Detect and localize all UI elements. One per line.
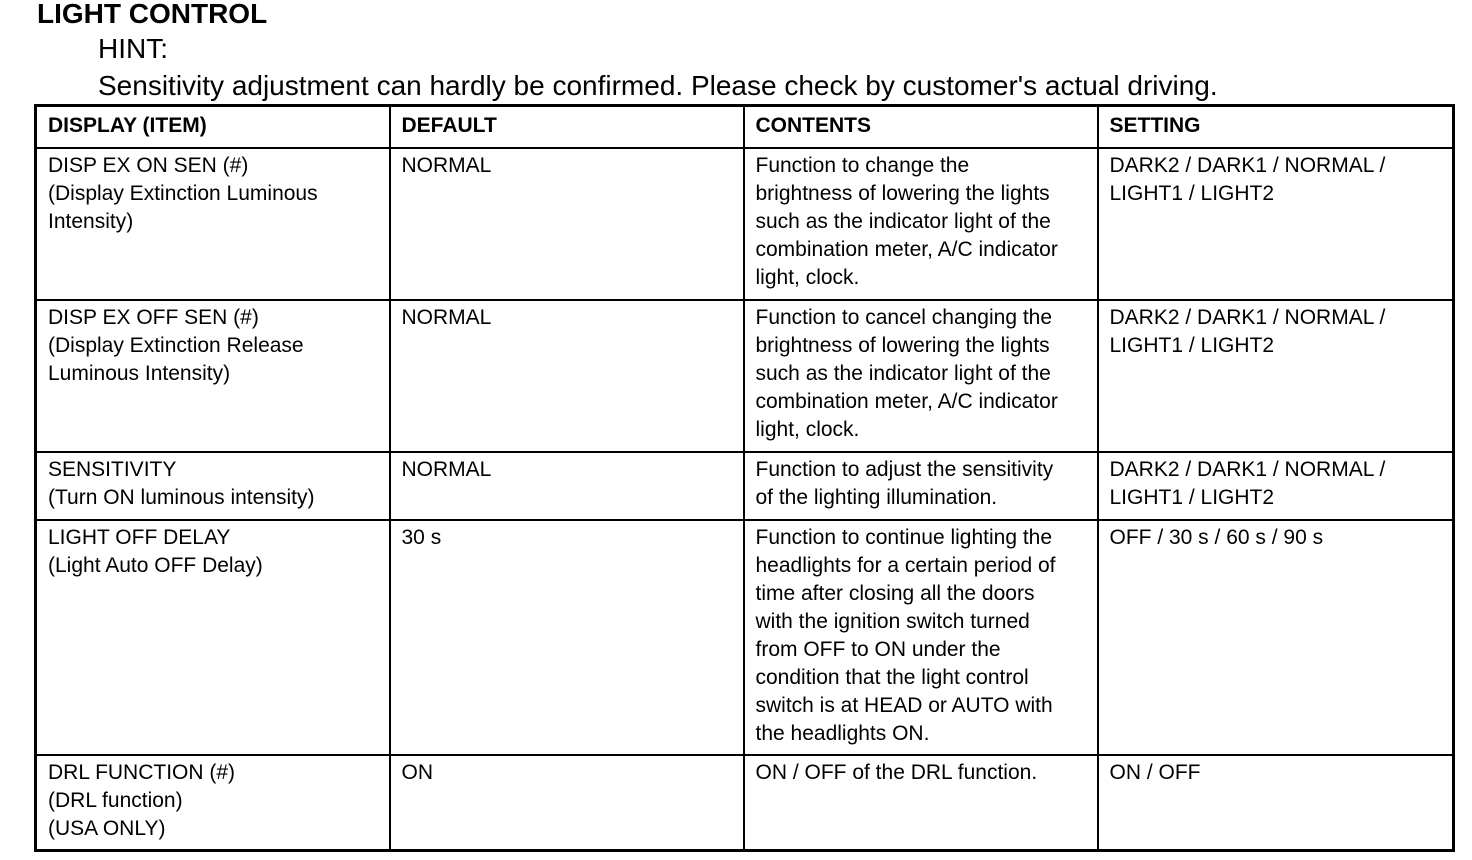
table-row (36, 300, 1454, 452)
setting-cell: DARK2 / DARK1 / NORMAL / LIGHT1 / LIGHT2 (1098, 300, 1454, 452)
display-item-cell: DISP EX OFF SEN (#) (Display Extinction Release Luminous Intensity) (36, 300, 390, 452)
contents-cell: Function to adjust the sensitivity of the lighting illumination. (744, 452, 1098, 520)
display-item-cell: DRL FUNCTION (#) (DRL function) (USA ONLY) (36, 755, 390, 851)
default-cell: ON (390, 755, 744, 851)
section-title: LIGHT CONTROL (37, 0, 268, 29)
default-cell: NORMAL (390, 300, 744, 452)
setting-cell: OFF / 30 s / 60 s / 90 s (1098, 520, 1454, 755)
light-control-table (34, 104, 1455, 852)
setting-cell: DARK2 / DARK1 / NORMAL / LIGHT1 / LIGHT2 (1098, 148, 1454, 300)
display-item-cell: LIGHT OFF DELAY (Light Auto OFF Delay) (36, 520, 390, 755)
display-item-cell: DISP EX ON SEN (#) (Display Extinction Luminous Intensity) (36, 148, 390, 300)
table-row (36, 148, 1454, 300)
contents-cell: ON / OFF of the DRL function. (744, 755, 1098, 851)
column-header-setting: SETTING (1098, 106, 1454, 149)
column-header-contents: CONTENTS (744, 106, 1098, 149)
display-item-cell: SENSITIVITY (Turn ON luminous intensity) (36, 452, 390, 520)
table-row (36, 520, 1454, 755)
hint-text: Sensitivity adjustment can hardly be confirmed. Please check by customer's actual driving. (98, 70, 1218, 101)
table-header-row (36, 106, 1454, 149)
hint-label: HINT: (98, 33, 168, 64)
contents-cell: Function to continue lighting the headlights for a certain period of time after closing all the doors with the ignition switch turned from OFF to ON under the condition that the light control switch is at HEAD or AUTO with the headlights ON. (744, 520, 1098, 755)
column-header-display: DISPLAY (ITEM) (36, 106, 390, 149)
default-cell: NORMAL (390, 452, 744, 520)
setting-cell: ON / OFF (1098, 755, 1454, 851)
default-cell: NORMAL (390, 148, 744, 300)
default-cell: 30 s (390, 520, 744, 755)
setting-cell: DARK2 / DARK1 / NORMAL / LIGHT1 / LIGHT2 (1098, 452, 1454, 520)
contents-cell: Function to change the brightness of lowering the lights such as the indicator light of the combination meter, A/C indicator light, clock. (744, 148, 1098, 300)
table-row (36, 755, 1454, 851)
contents-cell: Function to cancel changing the brightness of lowering the lights such as the indicator light of the combination meter, A/C indicator light, clock. (744, 300, 1098, 452)
table-row (36, 452, 1454, 520)
column-header-default: DEFAULT (390, 106, 744, 149)
